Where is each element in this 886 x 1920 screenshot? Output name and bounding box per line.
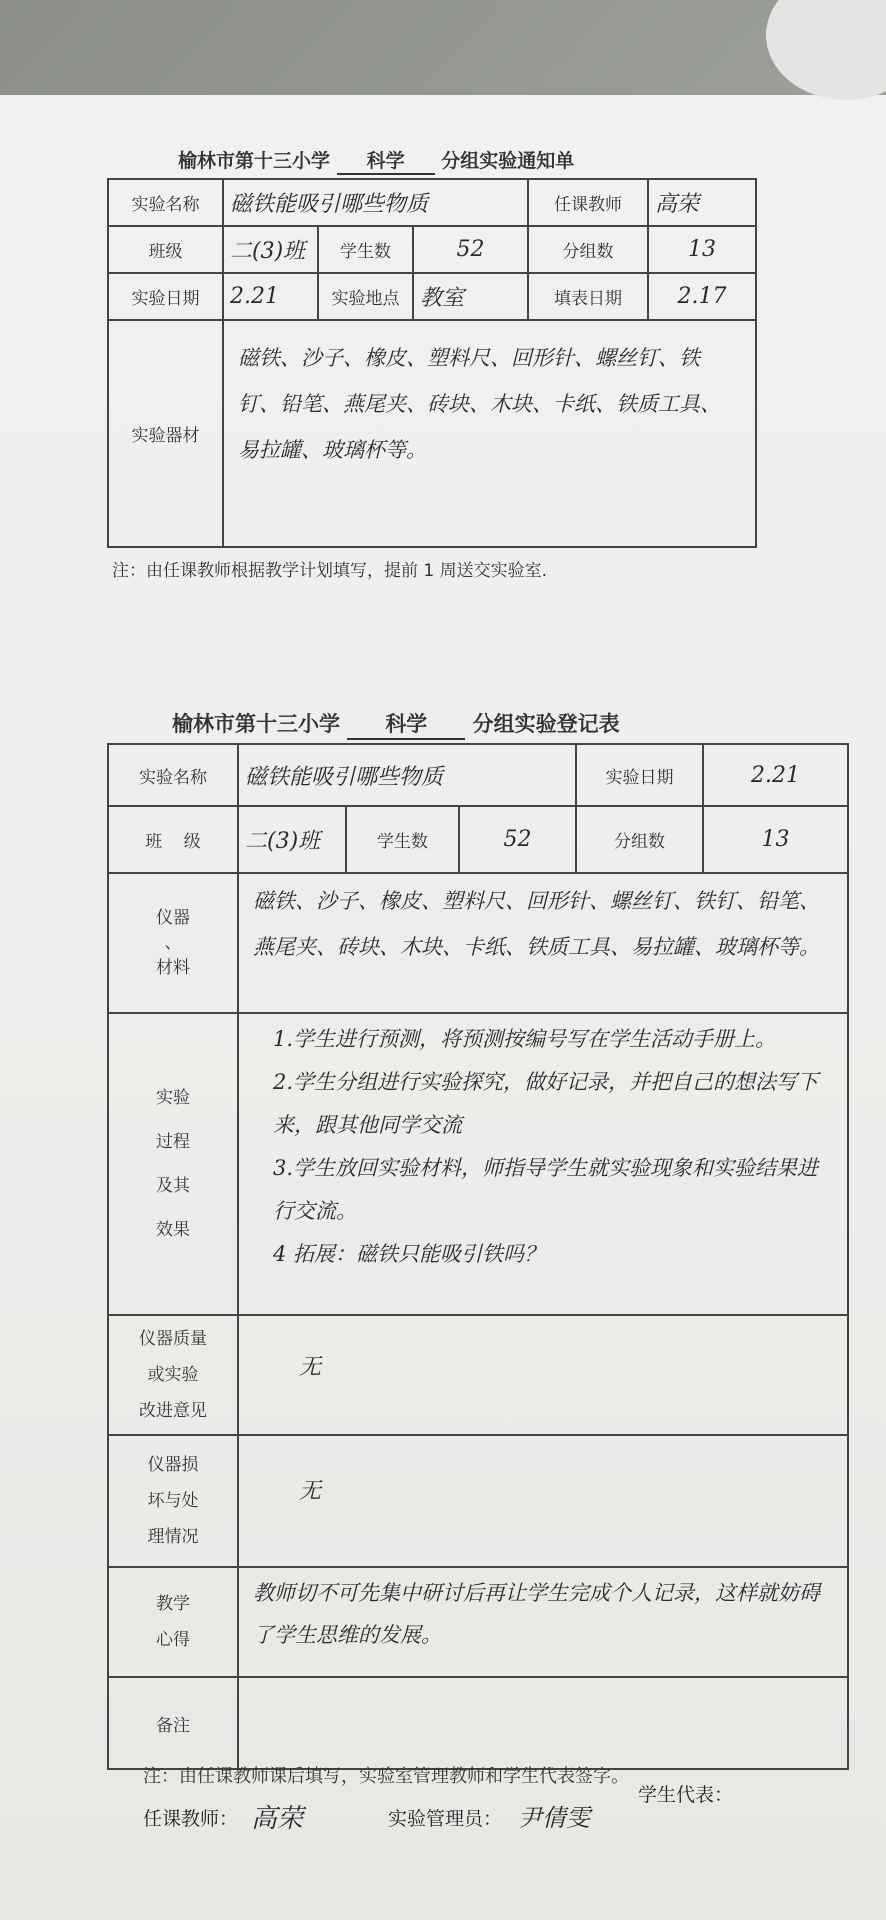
record-class-field[interactable]: 二(3)班 xyxy=(238,806,346,873)
record-label-remarks: 备注 xyxy=(108,1677,238,1769)
record-label-damage-line2: 坏与处 xyxy=(147,1491,199,1511)
record-label-groups: 分组数 xyxy=(576,806,703,873)
record-label-damage xyxy=(108,1435,238,1567)
notice-label-teacher: 任课教师 xyxy=(528,179,648,226)
record-label-damage-line3: 理情况 xyxy=(147,1527,199,1547)
notice-exp-name-field[interactable]: 磁铁能吸引哪些物质 xyxy=(223,179,528,226)
teacher-signature-label: 任课教师： xyxy=(143,1808,239,1830)
record-title-subject: 科学 xyxy=(347,708,465,740)
teacher-signature[interactable]: 高荣 xyxy=(251,1804,304,1834)
notice-note: 注：由任课教师根据教学计划填写，提前 1 周送交实验室. xyxy=(112,561,548,581)
notice-label-exp-name: 实验名称 xyxy=(108,179,223,226)
notice-students-field[interactable]: 52 xyxy=(413,226,528,273)
record-label-quality-line2: 或实验 xyxy=(147,1365,199,1385)
notice-table xyxy=(107,178,757,548)
notice-teacher-field[interactable]: 高荣 xyxy=(648,179,756,226)
record-process-field[interactable] xyxy=(238,1013,848,1315)
notice-title-school: 榆林市第十三小学 xyxy=(178,150,331,172)
record-exp-date-field[interactable]: 2.21 xyxy=(703,744,848,806)
record-label-quality xyxy=(108,1315,238,1435)
signature-row xyxy=(143,1784,863,1838)
notice-label-location: 实验地点 xyxy=(318,273,413,320)
record-quality-field[interactable]: 无 xyxy=(238,1315,848,1435)
notice-label-fill-date: 填表日期 xyxy=(528,273,648,320)
notice-label-students: 学生数 xyxy=(318,226,413,273)
notice-title xyxy=(178,146,574,175)
record-exp-name-field[interactable]: 磁铁能吸引哪些物质 xyxy=(238,744,576,806)
record-label-process-line4: 效果 xyxy=(156,1220,190,1240)
record-title xyxy=(172,708,620,740)
record-title-suffix: 分组实验登记表 xyxy=(472,712,620,736)
notice-label-class: 班级 xyxy=(108,226,223,273)
record-label-reflection-line1: 教学 xyxy=(156,1594,190,1614)
notice-materials-field[interactable]: 磁铁、沙子、橡皮、塑料尺、回形针、螺丝钉、铁钉、铅笔、燕尾夹、砖块、木块、卡纸、铁质工具、易拉罐、玻璃杯等。 xyxy=(223,320,756,547)
notice-class-field[interactable]: 二(3)班 xyxy=(223,226,318,273)
background-object xyxy=(766,0,886,100)
record-remarks-field[interactable] xyxy=(238,1677,848,1769)
notice-title-subject: 科学 xyxy=(337,146,435,175)
notice-groups-field[interactable]: 13 xyxy=(648,226,756,273)
record-label-materials-line3: 材料 xyxy=(156,958,190,978)
process-step-4: 4 拓展：磁铁只能吸引铁吗？ xyxy=(273,1242,546,1266)
student-signature-label: 学生代表： xyxy=(638,1784,734,1806)
record-label-process-line1: 实验 xyxy=(156,1088,190,1108)
record-damage-field[interactable]: 无 xyxy=(238,1435,848,1567)
record-label-reflection xyxy=(108,1567,238,1677)
record-label-exp-date: 实验日期 xyxy=(576,744,703,806)
record-note: 注：由任课教师课后填写，实验室管理教师和学生代表签字。 xyxy=(143,1766,629,1787)
record-groups-field[interactable]: 13 xyxy=(703,806,848,873)
record-label-damage-line1: 仪器损 xyxy=(147,1455,199,1475)
record-label-process xyxy=(108,1013,238,1315)
notice-location-field[interactable]: 教室 xyxy=(413,273,528,320)
notice-label-groups: 分组数 xyxy=(528,226,648,273)
record-label-quality-line3: 改进意见 xyxy=(139,1401,207,1421)
notice-fill-date-field[interactable]: 2.17 xyxy=(648,273,756,320)
record-label-materials xyxy=(108,873,238,1013)
process-step-3: 3.学生放回实验材料，师指导学生就实验现象和实验结果进行交流。 xyxy=(273,1156,819,1223)
process-step-1: 1.学生进行预测，将预测按编号写在学生活动手册上。 xyxy=(273,1027,777,1051)
record-students-field[interactable]: 52 xyxy=(459,806,576,873)
record-materials-field[interactable]: 磁铁、沙子、橡皮、塑料尺、回形针、螺丝钉、铁钉、铅笔、燕尾夹、砖块、木块、卡纸、铁质工具、易拉罐、玻璃杯等。 xyxy=(238,873,848,1013)
notice-exp-date-field[interactable]: 2.21 xyxy=(223,273,318,320)
record-label-process-line2: 过程 xyxy=(156,1132,190,1152)
record-label-reflection-line2: 心得 xyxy=(156,1630,190,1650)
record-label-students: 学生数 xyxy=(346,806,459,873)
notice-label-materials: 实验器材 xyxy=(108,320,223,547)
record-table xyxy=(107,743,849,1770)
admin-signature[interactable]: 尹倩雯 xyxy=(518,1804,590,1832)
record-label-class: 班 级 xyxy=(108,806,238,873)
record-label-materials-line1: 仪器 xyxy=(156,908,190,928)
record-label-materials-line2: 、 xyxy=(164,933,182,953)
record-label-exp-name: 实验名称 xyxy=(108,744,238,806)
record-reflection-field[interactable]: 教师切不可先集中研讨后再让学生完成个人记录，这样就妨碍了学生思维的发展。 xyxy=(238,1567,848,1677)
notice-label-exp-date: 实验日期 xyxy=(108,273,223,320)
record-label-process-line3: 及其 xyxy=(156,1176,190,1196)
notice-title-suffix: 分组实验通知单 xyxy=(441,150,575,172)
admin-signature-label: 实验管理员： xyxy=(388,1808,503,1830)
process-step-2: 2.学生分组进行实验探究，做好记录，并把自己的想法写下来，跟其他同学交流 xyxy=(273,1070,819,1137)
record-title-school: 榆林市第十三小学 xyxy=(172,712,340,736)
record-label-quality-line1: 仪器质量 xyxy=(139,1329,207,1349)
